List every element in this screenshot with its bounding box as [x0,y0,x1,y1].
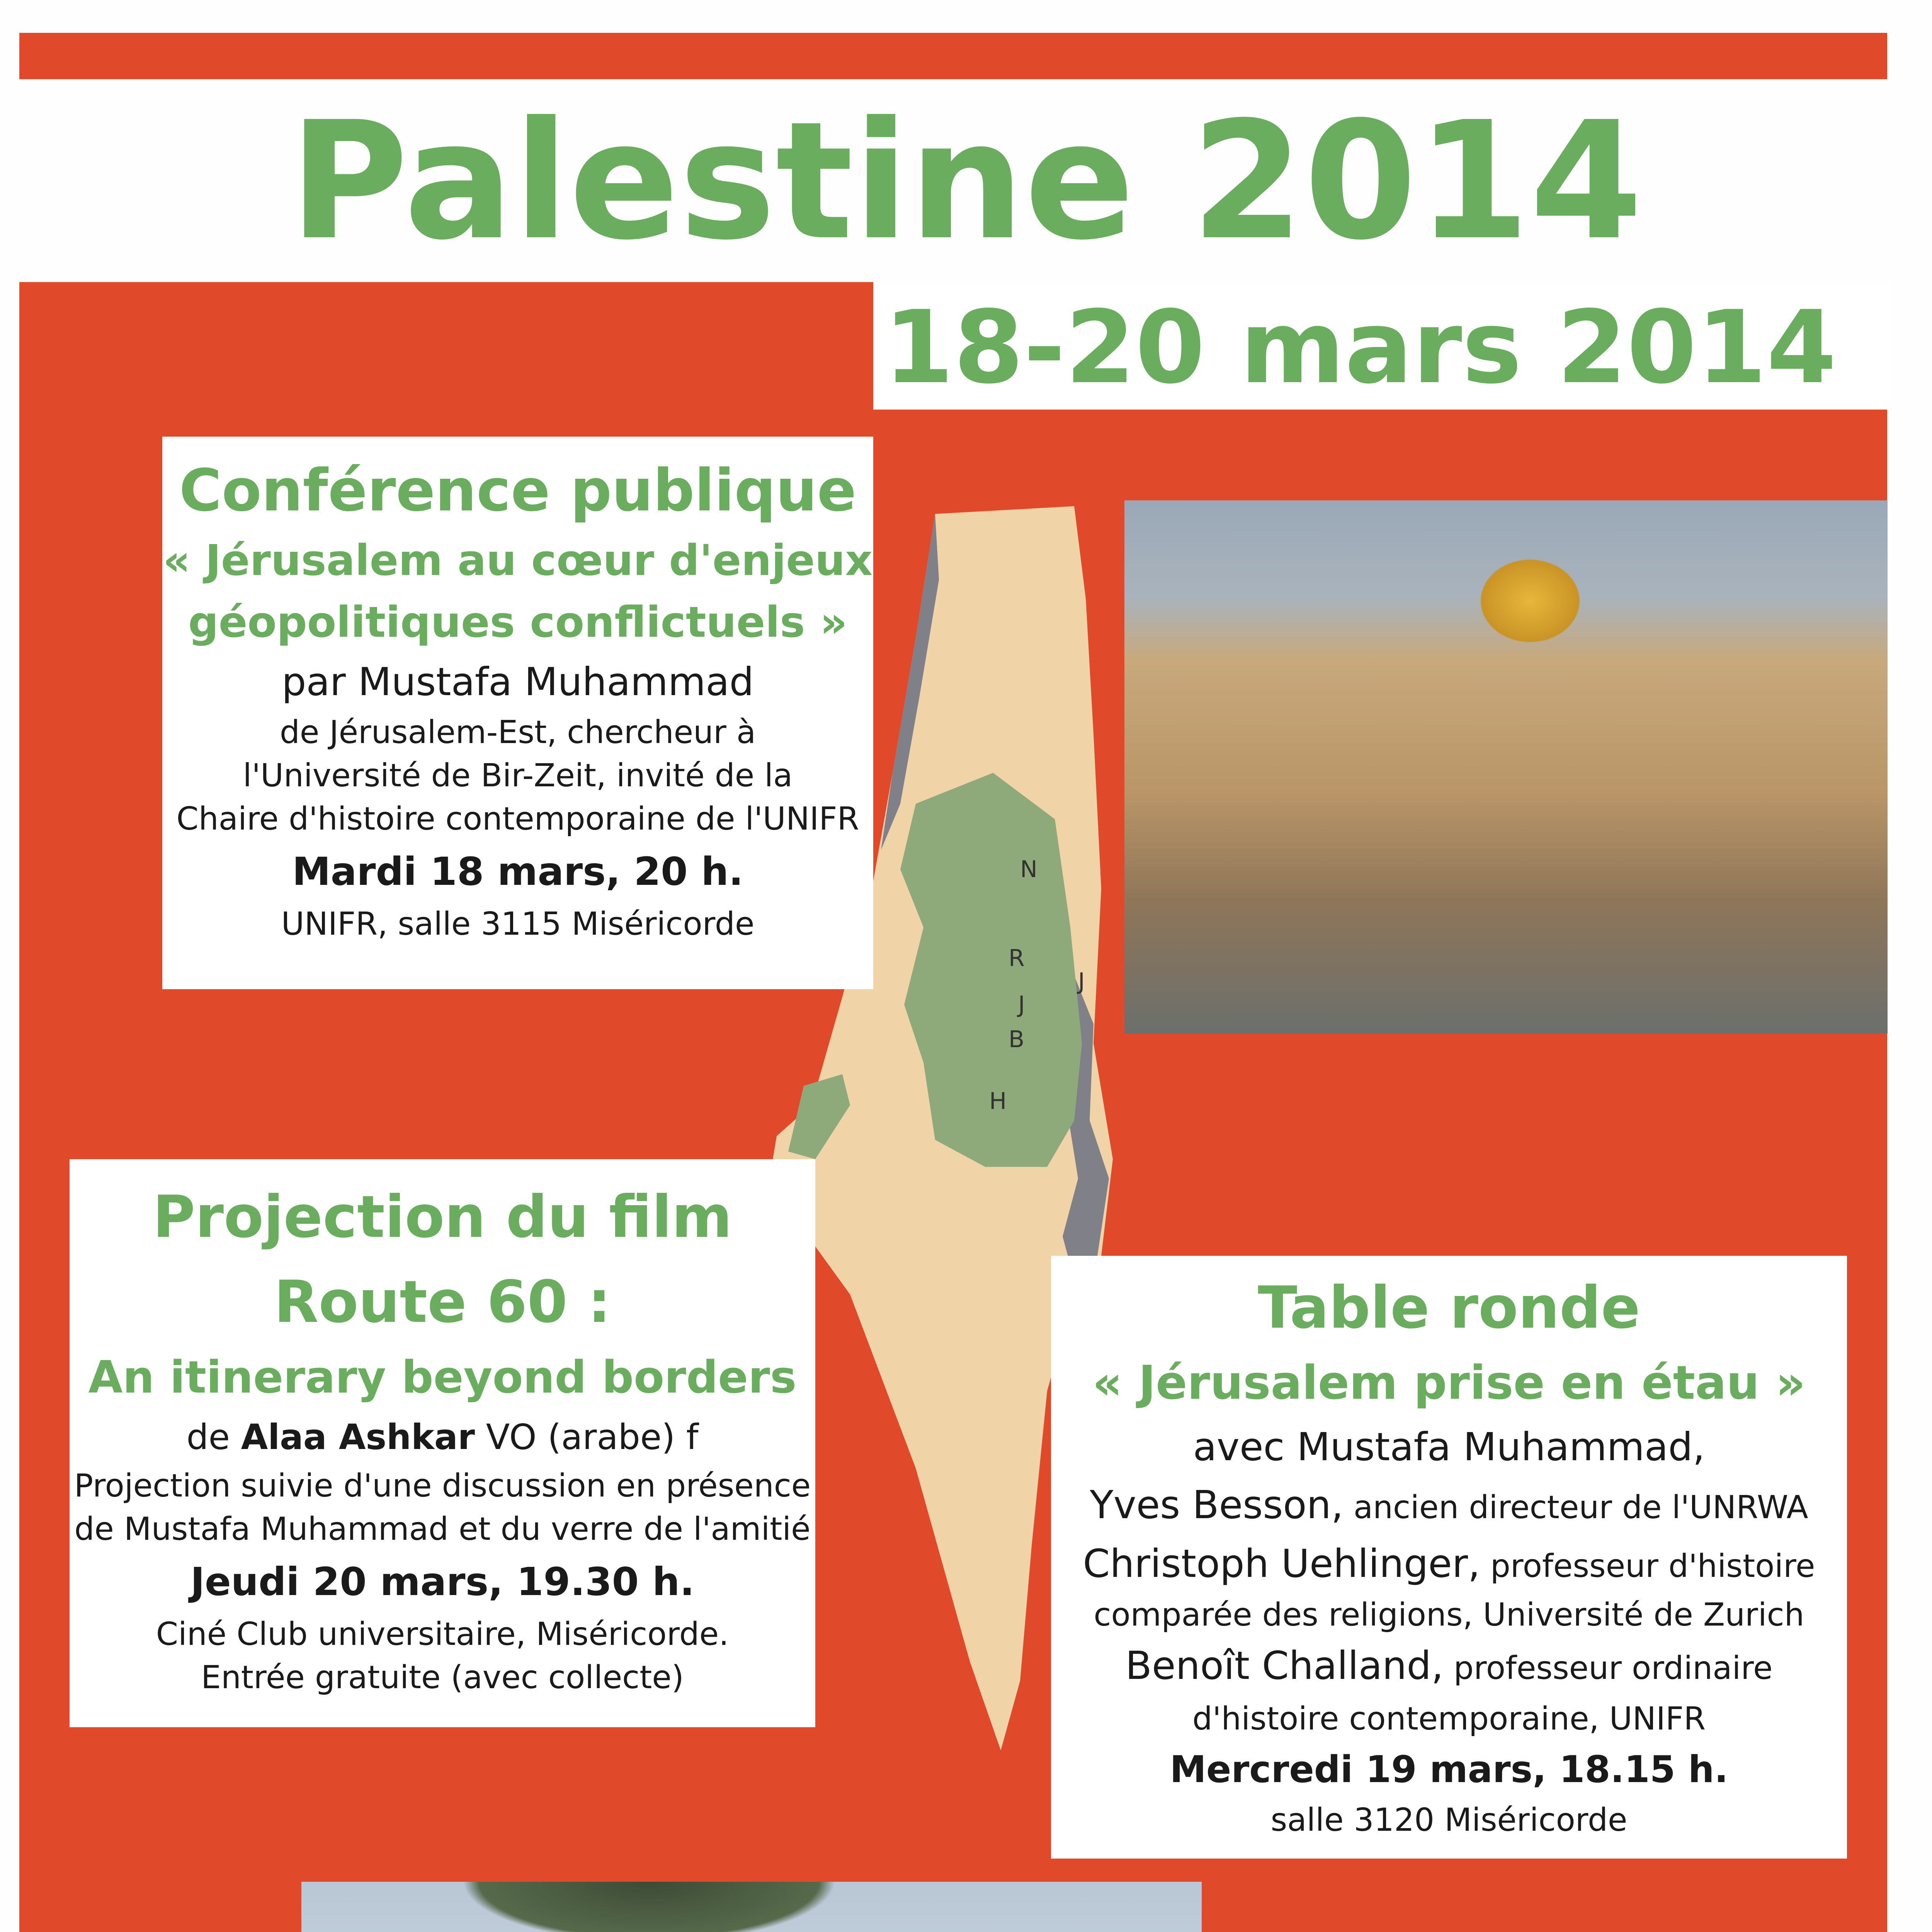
film-by-prefix: de [186,1417,230,1458]
film-where-2: Entrée gratuite (avec collecte) [201,1659,684,1696]
p4-name: Benoît Challand, [1125,1643,1444,1688]
table-ronde-where: salle 3120 Miséricorde [1270,1802,1628,1838]
poster-title: Palestine 2014 [289,87,1643,276]
conference-when: Mardi 18 mars, 20 h. [292,849,743,894]
separation-wall-photo [301,1882,1202,1932]
jerusalem-photo [1124,500,1888,1034]
film-heading-2: Route 60 : [274,1269,611,1336]
film-by-name: Alaa Ashkar [241,1417,475,1458]
film-subtitle: An itinerary beyond borders [88,1352,797,1403]
p3-name: Christoph Uehlinger, [1083,1541,1480,1586]
map-label-j2: J [1078,968,1085,995]
film-by [70,1410,815,1464]
conference-where: UNIFR, salle 3115 Miséricorde [281,906,755,942]
map-label-b: B [1009,1026,1025,1053]
table-ronde-heading: Table ronde [1258,1274,1640,1342]
map-label-r: R [1009,945,1025,972]
map-label-n: N [1020,856,1037,883]
conference-speaker: par Mustafa Muhammad [281,659,754,704]
film-desc-1: Projection suivie d'une discussion en présence [74,1468,811,1504]
table-ronde-line1: avec Mustafa Muhammad, [1193,1424,1705,1469]
p4-role: professeur ordinaire [1453,1650,1773,1687]
conference-desc-1: de Jérusalem-Est, chercheur à [279,714,756,751]
p2-name: Yves Besson, [1090,1482,1344,1527]
p3-role-2: comparée des religions, Université de Zurich [1094,1597,1804,1633]
top-red-band [19,33,1887,79]
conference-desc-3: Chaire d'histoire contemporaine de l'UNIFR [176,801,859,837]
table-ronde-when: Mercredi 19 mars, 18.15 h. [1170,1748,1728,1791]
p2-role: ancien directeur de l'UNRWA [1353,1489,1808,1526]
film-by-suffix: VO (arabe) f [486,1417,699,1458]
film-heading-1: Projection du film [153,1184,732,1251]
p3-role: professeur d'histoire [1490,1548,1815,1585]
film-when: Jeudi 20 mars, 19.30 h. [190,1559,695,1604]
table-ronde-p2 [1051,1476,1847,1537]
map-label-j: J [1018,991,1025,1018]
table-ronde-p3 [1051,1537,1847,1594]
conference-title-2: géopolitiques conflictuels » [188,597,847,647]
table-ronde-p4 [1051,1637,1847,1697]
film-desc-2: de Mustafa Muhammad et du verre de l'amitié [74,1511,811,1548]
film-box [70,1159,815,1727]
film-where-1: Ciné Club universitaire, Miséricorde. [156,1616,729,1653]
conference-desc-2: l'Université de Bir-Zeit, invité de la [243,757,793,794]
conference-box [162,437,873,989]
poster-dates: 18-20 mars 2014 [884,289,1837,406]
conference-heading: Conférence publique [179,457,857,524]
table-ronde-title: « Jérusalem prise en étau » [1092,1356,1806,1410]
p4-role-2: d'histoire contemporaine, UNIFR [1192,1701,1706,1737]
table-ronde-box [1051,1256,1847,1859]
conference-title-1: « Jérusalem au cœur d'enjeux [163,536,873,585]
map-label-h: H [989,1088,1007,1115]
